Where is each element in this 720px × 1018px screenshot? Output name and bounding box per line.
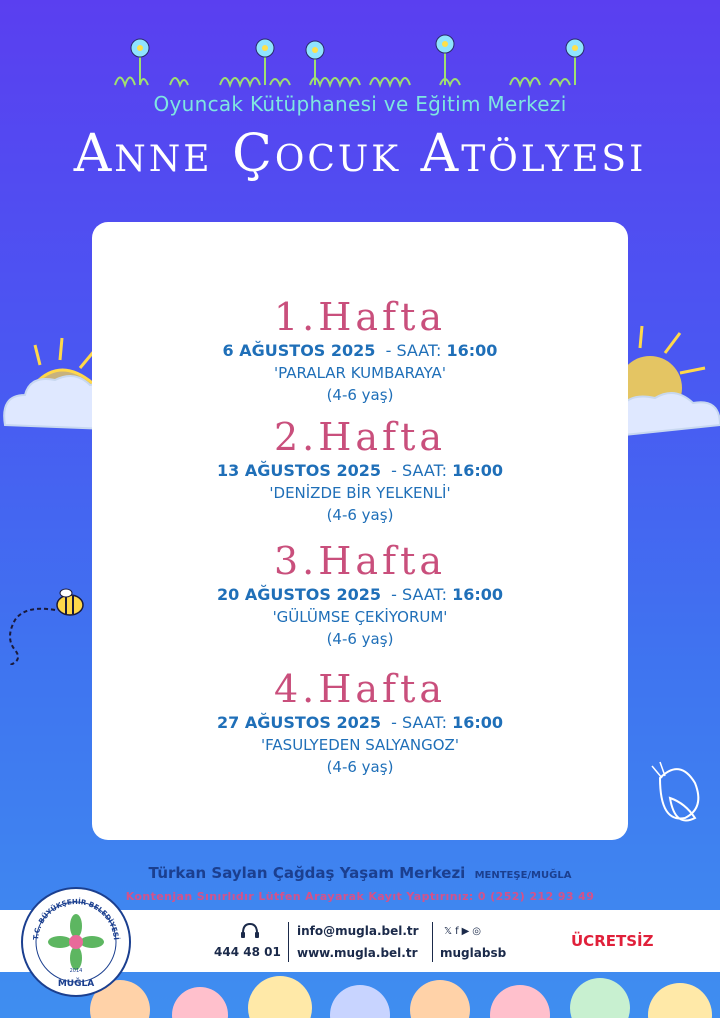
time: 16:00 — [452, 713, 504, 732]
time-label: - SAAT: — [391, 585, 447, 604]
date: 13 AĞUSTOS 2025 — [216, 461, 381, 480]
facebook-icon[interactable]: f — [455, 926, 462, 937]
venue — [0, 864, 720, 882]
time-label: - SAAT: — [391, 461, 447, 480]
week-date-time — [92, 340, 628, 362]
age-range: (4-6 yaş) — [326, 758, 394, 776]
mugla-municipality-logo — [20, 886, 132, 998]
time: 16:00 — [452, 585, 504, 604]
date: 20 AĞUSTOS 2025 — [216, 585, 381, 604]
week-date-time — [92, 584, 628, 606]
divider — [432, 922, 433, 962]
age-range: (4-6 yaş) — [326, 386, 394, 404]
week-2 — [92, 414, 628, 526]
schedule-card — [92, 222, 628, 840]
logo-text-bottom: MUĞLA — [57, 979, 95, 989]
youtube-icon[interactable]: ▶ — [461, 926, 473, 937]
registration-notice: Kontenjan Sınırlıdır Lütfen Arayarak Kayıt Yaptırınız: 0 (252) 212 93 49 — [125, 890, 595, 903]
phone-number[interactable]: 444 48 01 — [214, 945, 281, 959]
activity-name: 'GÜLÜMSE ÇEKİYORUM' — [272, 608, 448, 626]
activity-name: 'FASULYEDEN SALYANGOZ' — [261, 736, 459, 754]
week-date-time — [92, 460, 628, 482]
website-link[interactable]: www.mugla.bel.tr — [297, 946, 418, 960]
time: 16:00 — [452, 461, 504, 480]
activity-name: 'PARALAR KUMBARAYA' — [274, 364, 446, 382]
venue-name: Türkan Saylan Çağdaş Yaşam Merkezi — [148, 864, 466, 882]
time-label: - SAAT: — [385, 341, 442, 360]
page-title: Anne Çocuk Atölyesi — [73, 124, 647, 184]
social-icons — [444, 926, 484, 937]
butterfly-icon — [640, 758, 715, 833]
time-label: - SAAT: — [391, 713, 447, 732]
week-title: 4.Hafta — [273, 667, 447, 711]
week-1 — [92, 294, 628, 406]
date: 27 AĞUSTOS 2025 — [216, 713, 381, 732]
venue-location: MENTEŞE/MUĞLA — [474, 870, 572, 881]
time: 16:00 — [446, 341, 498, 360]
week-date-time — [92, 712, 628, 734]
headset-icon — [240, 922, 260, 940]
social-handle[interactable]: muglabsb — [440, 946, 507, 960]
free-badge: ÜCRETSİZ — [571, 932, 654, 950]
email-link[interactable]: info@mugla.bel.tr — [297, 924, 419, 938]
age-range: (4-6 yaş) — [326, 630, 394, 648]
x-icon[interactable]: 𝕏 — [444, 926, 456, 937]
instagram-icon[interactable]: ◎ — [472, 926, 485, 937]
logo-text-top: T.C. BÜYÜKŞEHİR BELEDİYESİ — [32, 897, 120, 941]
week-title: 3.Hafta — [273, 539, 447, 583]
activity-name: 'DENİZDE BİR YELKENLİ' — [269, 484, 451, 502]
bee-icon — [0, 585, 95, 665]
week-title: 2.Hafta — [273, 415, 447, 459]
week-4 — [92, 666, 628, 778]
flowers-grass-decoration — [110, 30, 610, 90]
week-3 — [92, 538, 628, 650]
week-title: 1.Hafta — [273, 295, 447, 339]
subtitle: Oyuncak Kütüphanesi ve Eğitim Merkezi — [153, 92, 567, 116]
date: 6 AĞUSTOS 2025 — [222, 341, 376, 360]
age-range: (4-6 yaş) — [326, 506, 394, 524]
divider — [288, 922, 289, 962]
logo-year: 2014 — [69, 968, 83, 974]
